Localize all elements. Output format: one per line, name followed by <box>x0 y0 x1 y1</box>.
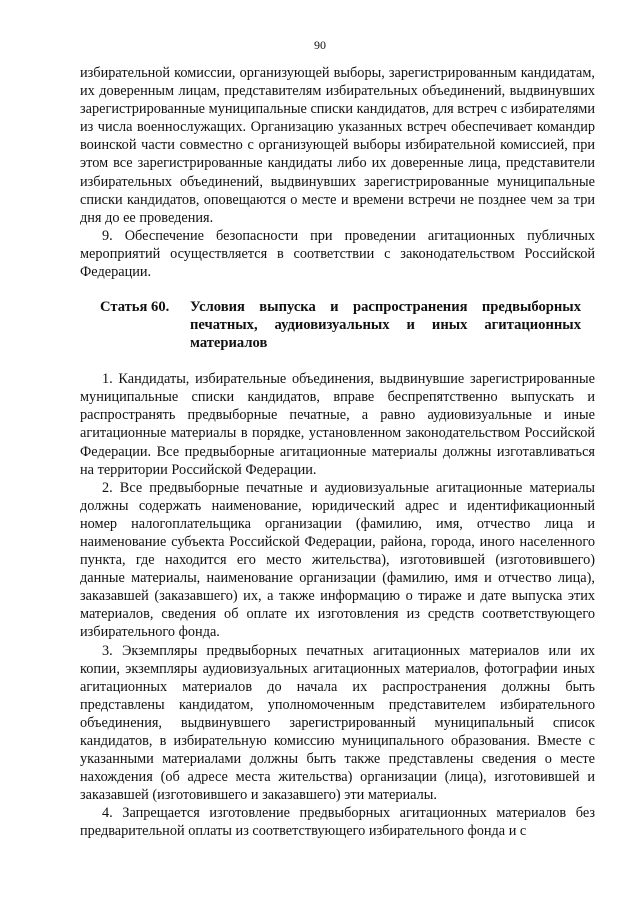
paragraph-item-3: 3. Экземпляры предвыборных печатных агитационных материалов или их копии, экземпляры аудиовизуальных агитационных материалов, фотографии иных агитационных материалов до начала их распространения должны быть представлены кандидатом, уполномоченным представителем избирательного объединения, выдвинувшего зарегистрированный муниципальный список кандидатов, в избирательную комиссию муниципального образования. Вместе с указанными материалами должны быть также представлены сведения о месте нахождения (об адресе места жительства) организации (лица), изготовившей и заказавшей (изготовившего и заказавшего) эти материалы. <box>80 642 595 804</box>
paragraph-item-2: 2. Все предвыборные печатные и аудиовизуальные агитационные материалы должны содержать наименование, юридический адрес и идентификационный номер налогоплательщика организации (фамилию, имя, отчество лица и наименование субъекта Российской Федерации, района, города, иного населенного пункта, где находится его место жительства), изготовившей (изготовившего) данные материалы, наименование организации (фамилию, имя и отчество лица), заказавшей (заказавшего) их, а также информацию о тираже и дате выпуска этих материалов, сведения об оплате их изготовления из средств соответствующего избирательного фонда. <box>80 479 595 641</box>
document-body <box>80 64 595 841</box>
article-title: Условия выпуска и распространения предвыборных печатных, аудиовизуальных и иных агитационных материалов <box>190 299 581 352</box>
paragraph-item-9: 9. Обеспечение безопасности при проведении агитационных публичных мероприятий осуществляется в соответствии с законодательством Российской Федерации. <box>80 227 595 281</box>
page-number: 90 <box>314 38 326 52</box>
paragraph-continued: избирательной комиссии, организующей выборы, зарегистрированным кандидатам, их доверенным лицам, представителям избирательных объединений, выдвинувших зарегистрированные муниципальные списки кандидатов, для встреч с избирателями из числа военнослужащих. Организацию указанных встреч обеспечивает командир воинской части совместно с организующей выборы избирательной комиссией, при этом все зарегистрированные кандидаты либо их доверенные лица, представители избирательных объединений, выдвинувших зарегистрированные муниципальные списки кандидатов, оповещаются о месте и времени встречи не позднее чем за три дня до ее проведения. <box>80 65 595 226</box>
article-number: Статья 60. <box>100 299 170 316</box>
paragraph-item-4: 4. Запрещается изготовление предвыборных агитационных материалов без предварительной оплаты из соответствующего избирательного фонда и с <box>80 805 595 840</box>
paragraph-item-1: 1. Кандидаты, избирательные объединения, выдвинувшие зарегистрированные муниципальные списки кандидатов, вправе беспрепятственно выпускать и распространять предвыборные печатные, а равно аудиовизуальные и иные агитационные материалы в порядке, установленном законодательством Российской Федерации. Все предвыборные агитационные материалы должны изготавливаться на территории Российской Федерации. <box>80 371 595 478</box>
article-heading <box>100 298 595 352</box>
